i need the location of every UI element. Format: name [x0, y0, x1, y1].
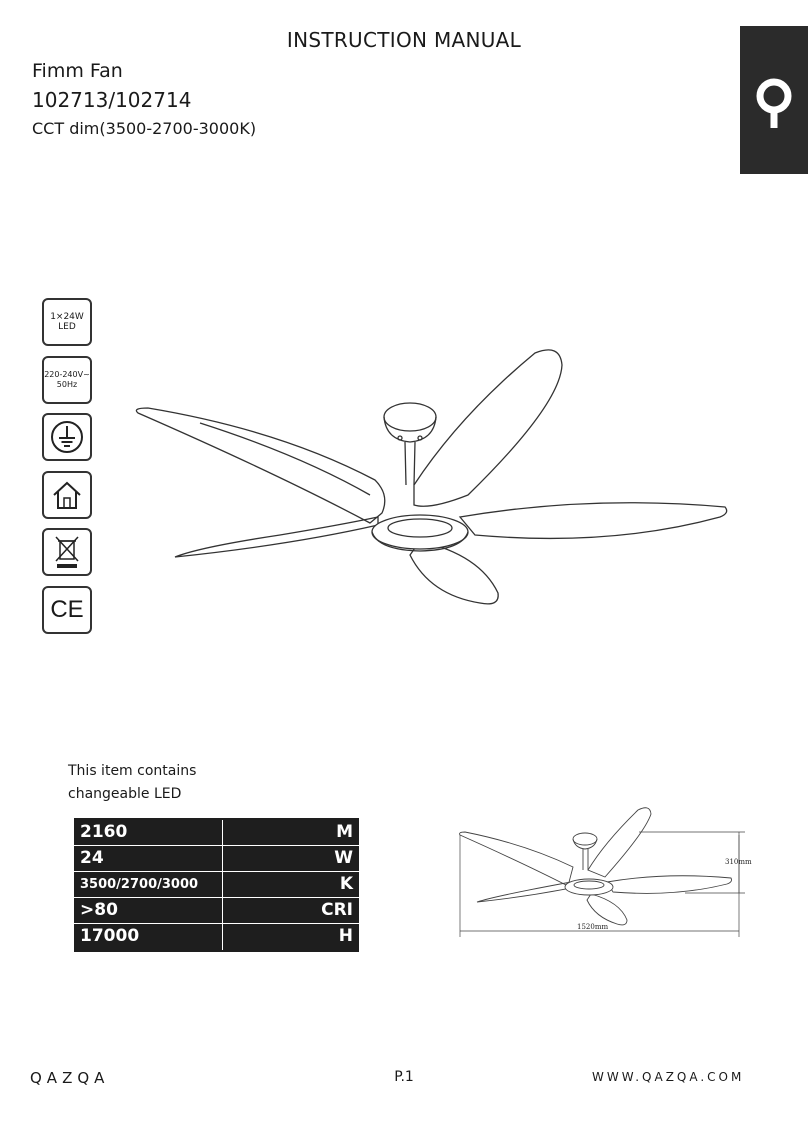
fan-downrod — [405, 442, 415, 485]
spec-row — [74, 898, 359, 924]
spec-unit: K — [339, 874, 353, 894]
dimension-drawing — [455, 802, 755, 942]
brand-logo — [740, 26, 808, 174]
product-cct: CCT dim(3500-2700-3000K) — [32, 119, 257, 138]
badge-text: 1×24W — [50, 312, 84, 322]
spec-unit: CRI — [321, 900, 353, 920]
spec-row — [74, 872, 359, 898]
indoor-use-badge — [42, 471, 92, 519]
spec-unit: W — [334, 848, 353, 868]
footer-website: WWW.QAZQA.COM — [592, 1070, 745, 1084]
fan-blade — [175, 517, 378, 557]
led-note-line: This item contains — [68, 763, 197, 779]
fan-illustration — [130, 345, 730, 607]
width-dimension-label: 1520mm — [577, 923, 609, 931]
weee-bin-icon — [49, 533, 85, 571]
qazqa-logo-icon — [752, 76, 796, 138]
page-number: P.1 — [394, 1069, 414, 1085]
led-note-line: changeable LED — [68, 786, 182, 802]
fan-canopy — [384, 403, 436, 431]
product-code: 102713/102714 — [32, 88, 192, 112]
fan-canopy-base — [384, 417, 436, 442]
power-led-badge — [42, 298, 92, 346]
spec-unit: M — [336, 822, 353, 842]
badge-text: 50Hz — [56, 380, 78, 389]
fan-motor-housing — [372, 515, 468, 549]
led-note — [68, 760, 196, 806]
spec-value: >80 — [74, 898, 223, 923]
spec-value: 3500/2700/3000 — [74, 872, 223, 897]
fan-blade — [136, 408, 384, 523]
weee-badge — [42, 528, 92, 576]
fan-blade — [460, 503, 727, 539]
spec-value: 17000 — [74, 924, 223, 950]
ce-badge — [42, 586, 92, 634]
spec-row — [74, 846, 359, 872]
spec-value: 24 — [74, 846, 223, 871]
fan-blade — [414, 350, 562, 506]
spec-table — [74, 818, 359, 952]
ce-mark-icon: CE — [50, 596, 84, 623]
indoor-use-icon — [49, 477, 85, 513]
product-name: Fimm Fan — [32, 60, 123, 82]
manual-title: INSTRUCTION MANUAL — [286, 28, 522, 52]
voltage-badge — [42, 356, 92, 404]
protective-earth-icon — [49, 419, 85, 455]
protective-earth-badge — [42, 413, 92, 461]
spec-row — [74, 820, 359, 846]
footer-brand: QAZQA — [30, 1069, 110, 1087]
spec-row — [74, 924, 359, 950]
spec-unit: H — [338, 926, 353, 946]
spec-value: 2160 — [74, 820, 223, 845]
height-dimension-label: 310mm — [725, 858, 752, 866]
badge-text: 220-240V~ — [44, 370, 90, 379]
badge-text: LED — [58, 322, 76, 332]
